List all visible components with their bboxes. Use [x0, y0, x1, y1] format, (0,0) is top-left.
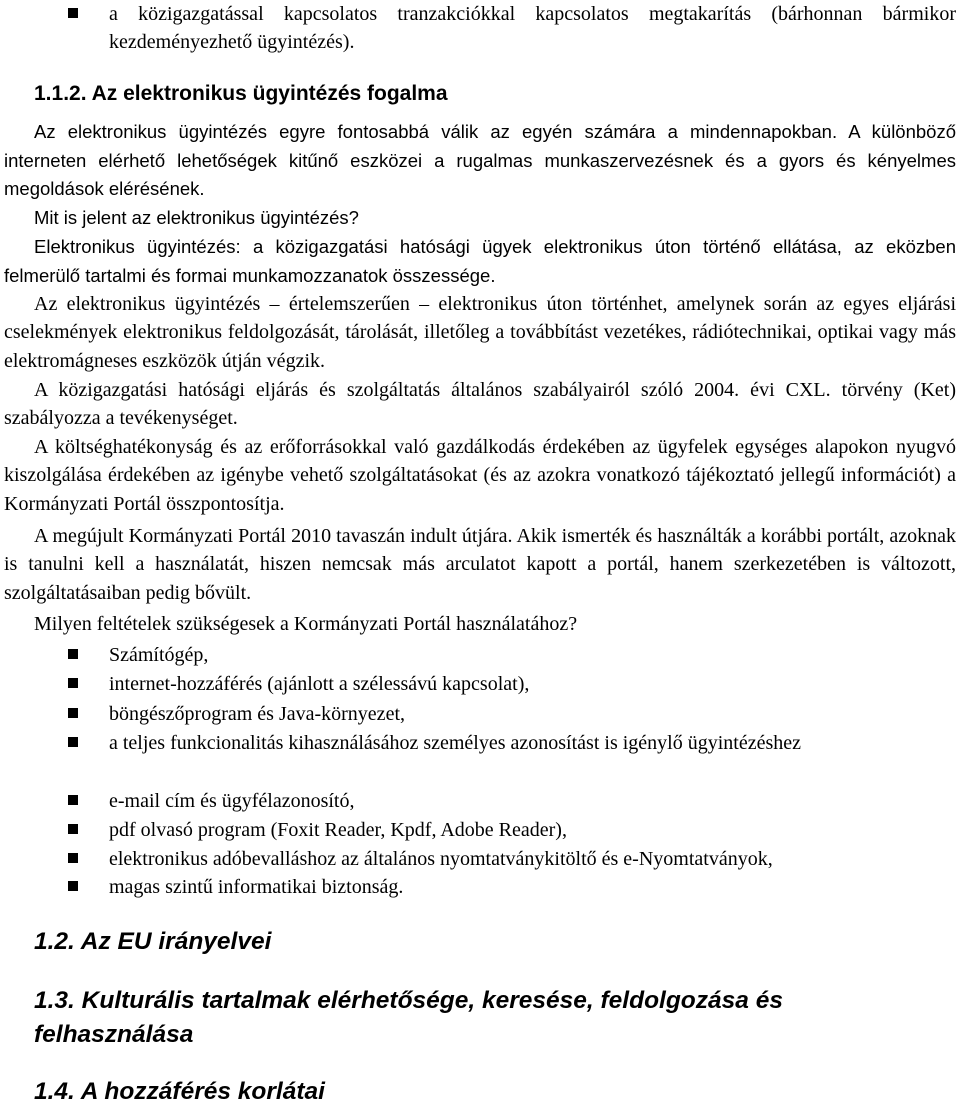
paragraph-definition: Elektronikus ügyintézés: a közigazgatási hatósági ügyek elektronikus úton történő ellátása, az eközben felmerülő tartalmi és formai munkamozzanatok összessége.: [4, 236, 956, 286]
paragraph-ket-law: A közigazgatási hatósági eljárás és szolgáltatás általános szabályairól szóló 2004. évi CXL. törvény (Ket) szabályozza a tevékenységet.: [4, 379, 956, 430]
subsection-heading-eu: 1.2. Az EU irányelvei: [34, 928, 272, 955]
list-item-text: e-mail cím és ügyfélazonosító,: [109, 790, 355, 812]
square-bullet-icon: [68, 649, 78, 659]
list-item-text: internet-hozzáférés (ajánlott a szélessávú kapcsolat),: [109, 673, 530, 695]
square-bullet-icon: [68, 824, 78, 834]
top-bullet-text: a közigazgatással kapcsolatos tranzakciókkal kapcsolatos megtakarítás (bárhonnan bármikor kezdeményezhető ügyintézés).: [109, 3, 956, 53]
paragraph-requirements-question: Milyen feltételek szükségesek a Kormányzati Portál használatához?: [34, 613, 578, 635]
list-item-text: magas szintű informatikai biztonság.: [109, 876, 404, 898]
paragraph-intro: Az elektronikus ügyintézés egyre fontosabbá válik az egyén számára a mindennapokban. A különböző interneten elérhető lehetőségek kitűnő eszközei a rugalmas munkaszervezésnek és a gyors és kényelmes megoldások elérésének.: [4, 121, 956, 199]
paragraph-question: Mit is jelent az elektronikus ügyintézés?: [34, 207, 359, 228]
square-bullet-icon: [68, 708, 78, 718]
square-bullet-icon: [68, 795, 78, 805]
section-heading: 1.1.2. Az elektronikus ügyintézés fogalma: [34, 82, 448, 105]
square-bullet-icon: [68, 853, 78, 863]
list-item-text: a teljes funkcionalitás kihasználásához személyes azonosítást is igénylő ügyintézéshez: [109, 732, 801, 754]
square-bullet-icon: [68, 881, 78, 891]
list-item-text: elektronikus adóbevalláshoz az általános nyomtatványkitöltő és e-Nyomtatványok,: [109, 848, 773, 870]
paragraph-new-portal: A megújult Kormányzati Portál 2010 tavaszán indult útjára. Akik ismerték és használták a korábbi portált, azoknak is tanulni kell a használatát, hiszen nemcsak más arculatot kapott a portál, hanem szerkezetében is változott, szolgáltatásaiban pedig bővült.: [4, 525, 956, 604]
paragraph-electronic-means: Az elektronikus ügyintézés – értelemszerűen – elektronikus úton történhet, amelynek során az egyes eljárási cselekmények elektronikus feldolgozását, tárolását, illetőleg a továbbítást vezetékes, rádiótechnikai, optikai vagy más elektromágneses eszközök útján végzik.: [4, 293, 956, 372]
subsection-heading-cultural: 1.3. Kulturális tartalmak elérhetősége, keresése, feldolgozása és felhasználása: [34, 987, 783, 1048]
paragraph-cost-efficiency: A költséghatékonyság és az erőforrásokkal való gazdálkodás érdekében az ügyfelek egységes alapokon nyugvó kiszolgálása érdekében az igénybe vehető szolgáltatásokat (és az azokra vonatkozó tájékoztató jellegű információt) a Kormányzati Portál összpontosítja.: [4, 436, 956, 515]
list-item-text: böngészőprogram és Java-környezet,: [109, 703, 405, 725]
square-bullet-icon: [68, 678, 78, 688]
square-bullet-icon: [68, 737, 78, 747]
list-item-text: Számítógép,: [109, 644, 209, 666]
list-item-text: pdf olvasó program (Foxit Reader, Kpdf, Adobe Reader),: [109, 819, 567, 841]
square-bullet-icon: [68, 8, 78, 18]
subsection-heading-access: 1.4. A hozzáférés korlátai: [34, 1078, 325, 1105]
